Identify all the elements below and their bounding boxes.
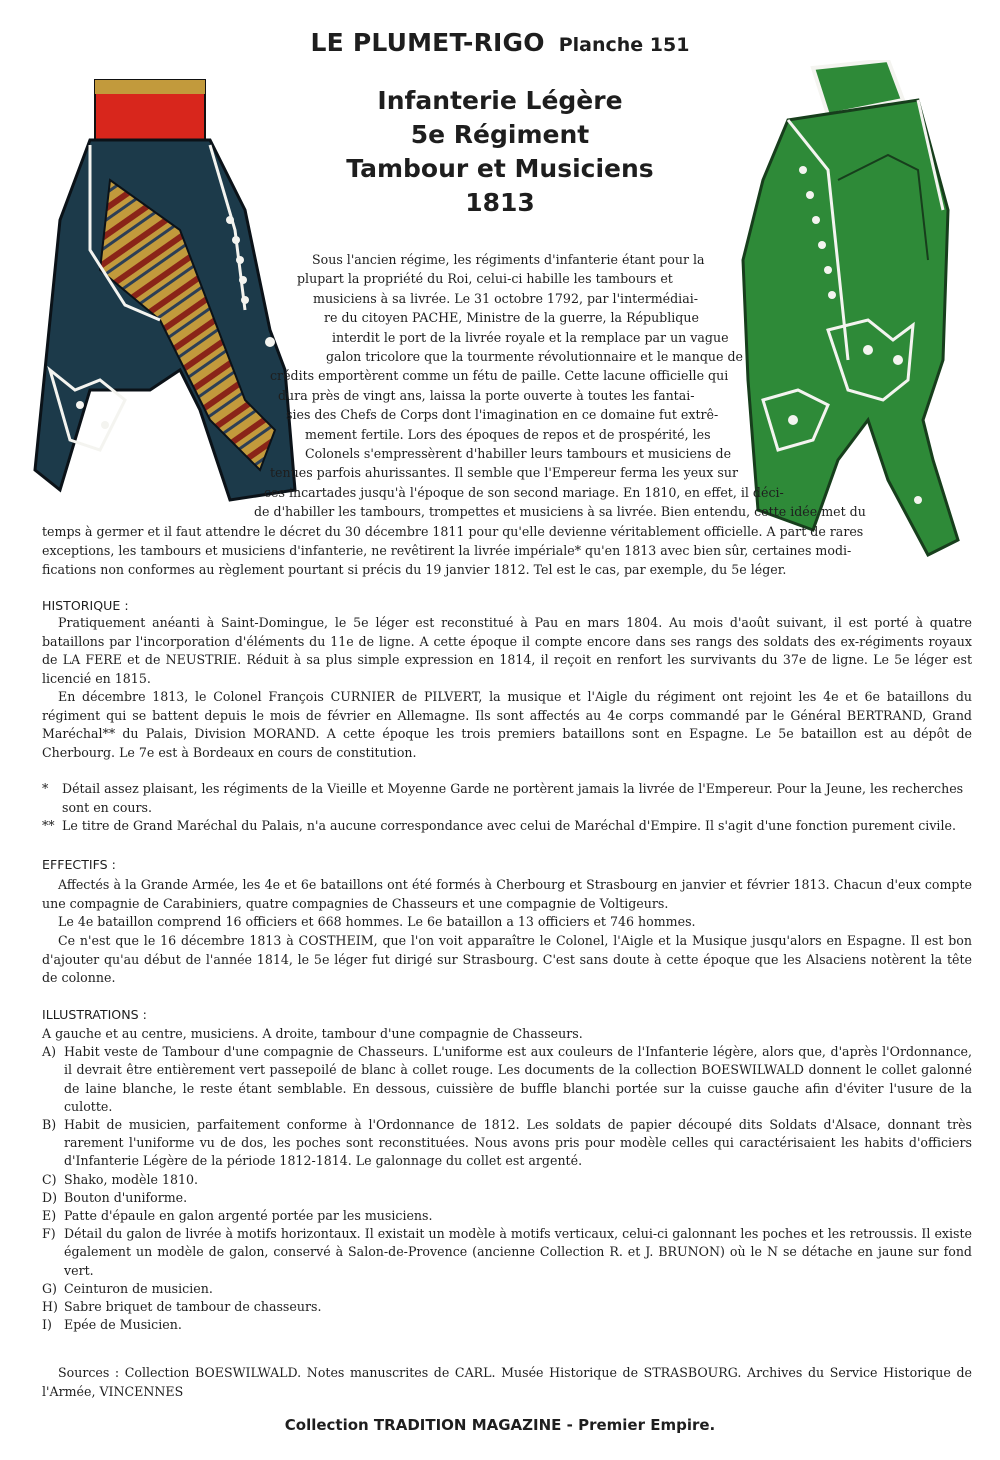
illustration-label: B)	[42, 1117, 57, 1133]
illustration-item	[42, 1280, 972, 1298]
intro-line: exceptions, les tambours et musiciens d'infanterie, ne revêtirent la livrée impériale* qu'en 1813 avec bien sûr, certaines modi-	[42, 543, 852, 558]
musician-coat-illustration	[30, 70, 305, 520]
illustration-label: D)	[42, 1189, 58, 1205]
intro-line: galon tricolore que la tourmente révolutionnaire et le manque de	[326, 349, 744, 364]
plate-title	[300, 84, 700, 220]
footnote	[42, 780, 972, 836]
illustration-item	[42, 1316, 972, 1334]
illustration-text: Habit de musicien, parfaitement conforme à l'Ordonnance de 1812. Les soldats de papier découpé dits Soldats d'Alsace, donnant très rarement l'uniforme vu de dos, les poches sont reconstituées. Nous avons pris pour modèle celles qui caractérisaient les habits d'officiers d'Infanterie Légère de la période 1812-1814. Le galonnage du collet est argenté.	[64, 1117, 972, 1169]
illustrations-heading: ILLUSTRATIONS :	[42, 1007, 147, 1022]
illustration-item	[42, 1116, 972, 1171]
illustration-label: C)	[42, 1171, 57, 1187]
illustration-text: Sabre briquet de tambour de chasseurs.	[64, 1299, 322, 1315]
intro-line: sies des Chefs de Corps dont l'imagination en ce domaine fut extrê-	[286, 407, 719, 423]
series-title: LE PLUMET-RIGO	[310, 28, 545, 57]
intro-line: temps à germer et il faut attendre le décret du 30 décembre 1811 pour qu'elle devienne véritablement officielle. A part de rares	[42, 523, 864, 539]
intro-line: interdit le port de la livrée royale et la remplace par un vague	[332, 329, 729, 345]
illustration-text: Shako, modèle 1810.	[64, 1171, 199, 1187]
page-header	[0, 28, 1000, 57]
effectifs-paragraph: Le 4e bataillon comprend 16 officiers et 668 hommes. Le 6e bataillon a 13 officiers et 746 hommes.	[58, 914, 696, 929]
illustration-text: Bouton d'uniforme.	[64, 1189, 188, 1205]
illustration-item	[42, 1043, 972, 1116]
footer-collection: Collection TRADITION MAGAZINE - Premier Empire.	[284, 1416, 716, 1434]
intro-line: Colonels s'empressèrent d'habiller leurs tambours et musiciens de	[305, 446, 732, 461]
intro-line: mement fertile. Lors des époques de repos et de prospérité, les	[305, 426, 711, 442]
footnote-text: Le titre de Grand Maréchal du Palais, n'a aucune correspondance avec celui de Maréchal d'Empire. Il s'agit d'une fonction purement civile.	[62, 818, 956, 834]
historique-paragraph: Pratiquement anéanti à Saint-Domingue, le 5e léger est reconstitué à Pau en mars 1804. Au mois d'août suivant, il est porté à quatre bataillons par l'incorporation d'éléments du 11e de ligne. A cette époque il compte encore dans ses rangs des soldats des ex-régiments royaux de LA FERE et de NEUSTRIE. Réduit à sa plus simple expression en 1814, il reçoit en renfort les survivants du 37e de ligne. Le 5e léger est licencié en 1815.	[42, 615, 972, 686]
illustration-text: Habit veste de Tambour d'une compagnie de Chasseurs. L'uniforme est aux couleurs de l'Infanterie légère, alors que, d'après l'Ordonnance, il devrait être entièrement vert passepoilé de blanc à collet rouge. Les documents de la collection BOESWILWALD donnent le collet galonné de laine blanche, le reste étant semblable. En dessous, cuissière de buffle blanchi portée sur la cuisse gauche afin d'éviter l'usure de la culotte.	[64, 1044, 972, 1114]
intro-line: Sous l'ancien régime, les régiments d'infanterie étant pour la	[312, 252, 705, 267]
effectifs-paragraph: Ce n'est que le 16 décembre 1813 à COSTHEIM, que l'on voit apparaître le Colonel, l'Aigle et la Musique jusqu'alors en Espagne. Il est bon d'ajouter qu'au début de l'année 1814, le 5e léger fut dirigé sur Strasbourg. C'est sans doute à cette époque que les Alsaciens notèrent la tête de colonne.	[42, 933, 972, 986]
illustration-text: Patte d'épaule en galon argenté portée par les musiciens.	[64, 1208, 433, 1224]
title-line: 5e Régiment	[410, 120, 590, 149]
plate-number: Planche 151	[558, 34, 690, 56]
historique-heading: HISTORIQUE :	[42, 598, 129, 613]
intro-line: de d'habiller les tambours, trompettes et musiciens à sa livrée. Bien entendu, cette idée met du	[254, 504, 866, 520]
sources: Sources : Collection BOESWILWALD. Notes manuscrites de CARL. Musée Historique de STRASBOURG. Archives du Service Historique de l'Armée, VINCENNES	[42, 1365, 972, 1399]
illustration-text: Epée de Musicien.	[64, 1317, 182, 1333]
illustration-text: Détail du galon de livrée à motifs horizontaux. Il existait un modèle à motifs verticaux, celui-ci galonnant les poches et les retroussis. Il existe également un modèle de galon, conservé à Salon-de-Provence (ancienne Collection R. et J. BRUNON) où le N se détache en jaune sur fond vert.	[64, 1226, 972, 1278]
intro-line: fications non conformes au règlement pourtant si précis du 19 janvier 1812. Tel est le cas, par exemple, du 5e léger.	[42, 562, 787, 578]
illustration-text: Ceinturon de musicien.	[64, 1280, 213, 1296]
illustrations-intro: A gauche et au centre, musiciens. A droite, tambour d'une compagnie de Chasseurs.	[42, 1026, 583, 1041]
effectifs-heading: EFFECTIFS :	[42, 857, 116, 872]
intro-line: dura près de vingt ans, laissa la porte ouverte à toutes les fantai-	[278, 387, 695, 403]
footnote-mark: *	[42, 781, 49, 796]
intro-line: tenues parfois ahurissantes. Il semble que l'Empereur ferma les yeux sur	[270, 465, 738, 481]
intro-line: ces incartades jusqu'à l'époque de son second mariage. En 1810, en effet, il déci-	[264, 484, 784, 500]
illustration-item	[42, 1171, 972, 1189]
illustration-item	[42, 1189, 972, 1207]
historique-paragraph: En décembre 1813, le Colonel François CURNIER de PILVERT, la musique et l'Aigle du régiment ont rejoint les 4e et 6e bataillons du régiment qui se battent depuis le mois de février en Allemagne. Ils sont affectés au 4e corps commandé par le Général BERTRAND, Grand Maréchal** du Palais, Division MORAND. A cette époque les trois premiers bataillons sont en Espagne. Le 5e bataillon est au dépôt de Cherbourg. Le 7e est à Bordeaux en cours de constitution.	[42, 689, 972, 760]
footnote-text: Détail assez plaisant, les régiments de la Vieille et Moyenne Garde ne portèrent jamais la livrée de l'Empereur. Pour la Jeune, les recherches sont en cours.	[62, 781, 964, 815]
illustration-label: E)	[42, 1208, 57, 1224]
footnote-mark: **	[42, 818, 55, 834]
title-line: Infanterie Légère	[377, 86, 623, 115]
illustration-label: H)	[42, 1299, 58, 1315]
title-line: 1813	[465, 188, 535, 217]
illustration-label: F)	[42, 1226, 56, 1242]
intro-line: crédits emportèrent comme un fétu de paille. Cette lacune officielle qui	[270, 368, 729, 384]
intro-line: plupart la propriété du Roi, celui-ci habille les tambours et	[297, 271, 673, 287]
illustration-item	[42, 1225, 972, 1280]
illustration-label: G)	[42, 1280, 57, 1296]
illustration-label: I)	[42, 1317, 52, 1333]
intro-line: musiciens à sa livrée. Le 31 octobre 1792, par l'intermédiai-	[313, 290, 698, 306]
illustration-item	[42, 1298, 972, 1316]
illustration-label: A)	[42, 1044, 57, 1060]
illustration-item	[42, 1207, 972, 1225]
intro-line: re du citoyen PACHE, Ministre de la guerre, la République	[324, 310, 699, 326]
title-line: Tambour et Musiciens	[346, 154, 654, 183]
illustrations-list	[42, 1025, 972, 1334]
effectifs-paragraph: Affectés à la Grande Armée, les 4e et 6e bataillons ont été formés à Cherbourg et Strasbourg en janvier et février 1813. Chacun d'eux compte une compagnie de Carabiniers, quatre compagnies de Chasseurs et une compagnie de Voltigeurs.	[42, 877, 972, 911]
